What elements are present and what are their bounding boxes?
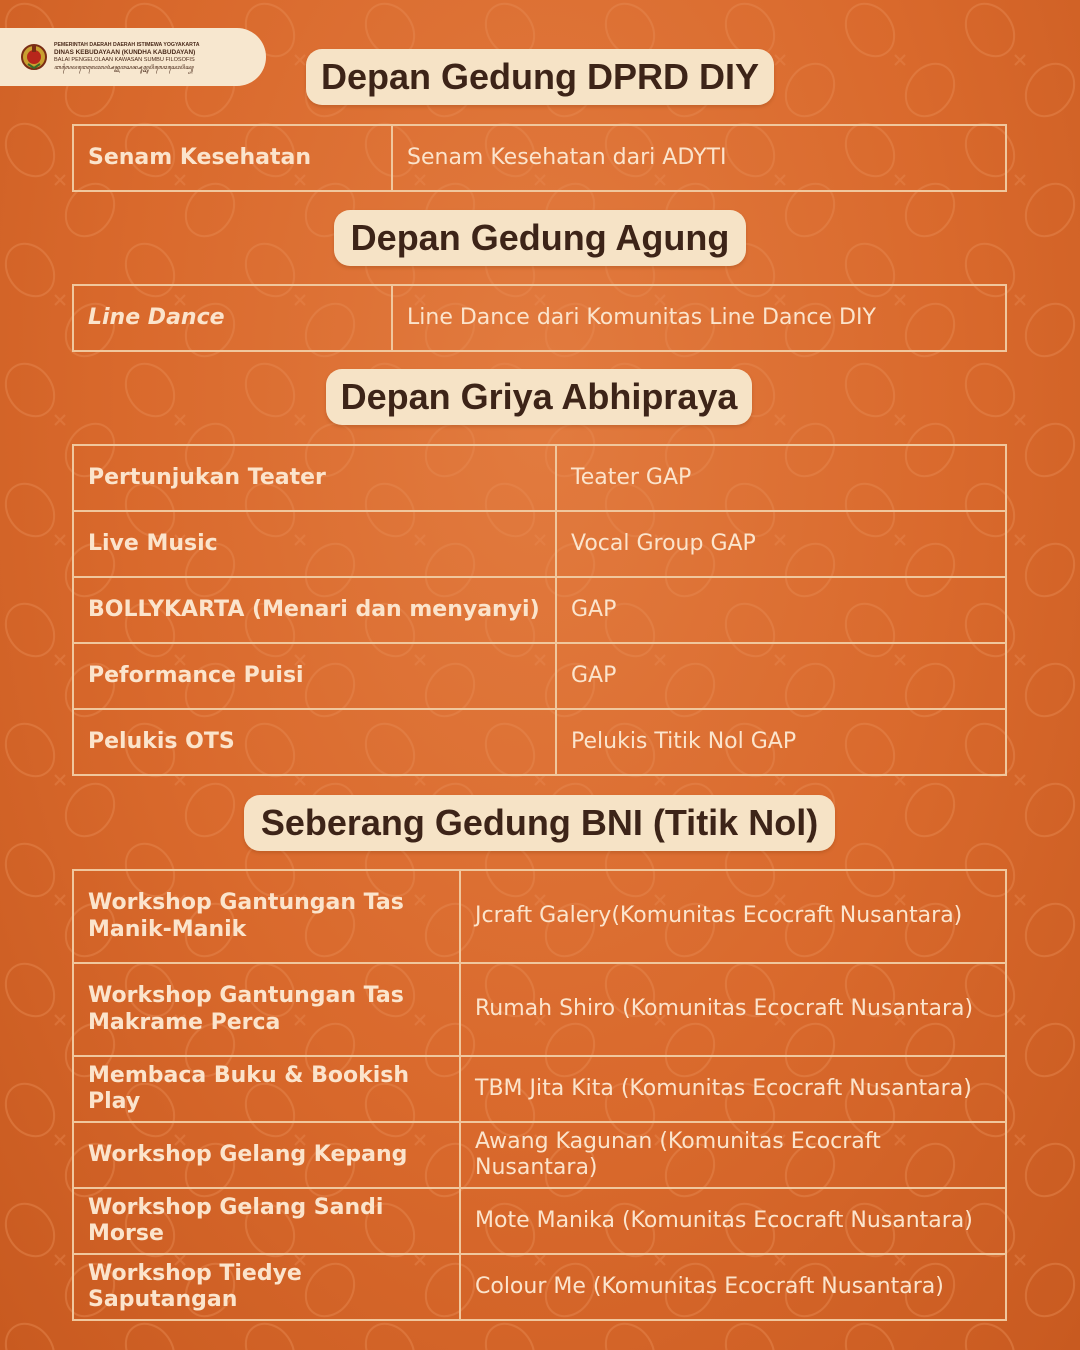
performer-cell: GAP (556, 643, 1006, 709)
performer-cell: Senam Kesehatan dari ADYTI (392, 125, 1006, 191)
section-title-agung: Depan Gedung Agung (334, 210, 746, 266)
activity-cell: Peformance Puisi (73, 643, 556, 709)
performer-cell: Awang Kagunan (Komunitas Ecocraft Nusantara) (460, 1122, 1006, 1188)
performer-cell: TBM Jita Kita (Komunitas Ecocraft Nusantara) (460, 1056, 1006, 1122)
table-row (73, 1254, 1006, 1320)
institution-header (0, 28, 266, 86)
schedule-table-agung (72, 284, 1007, 352)
table-row (73, 511, 1006, 577)
table-row (73, 709, 1006, 775)
schedule-table-dprd (72, 124, 1007, 192)
header-line-3: BALAI PENGELOLAAN KAWASAN SUMBU FILOSOFIS (54, 57, 195, 64)
section-title-dprd: Depan Gedung DPRD DIY (306, 49, 774, 105)
performer-cell: Jcraft Galery(Komunitas Ecocraft Nusantara) (460, 870, 1006, 963)
performer-cell: Colour Me (Komunitas Ecocraft Nusantara) (460, 1254, 1006, 1320)
table-row (73, 1056, 1006, 1122)
activity-cell: Line Dance (73, 285, 392, 351)
activity-cell: BOLLYKARTA (Menari dan menyanyi) (73, 577, 556, 643)
section-title-bni: Seberang Gedung BNI (Titik Nol) (244, 795, 835, 851)
performer-cell: Rumah Shiro (Komunitas Ecocraft Nusantara) (460, 963, 1006, 1056)
activity-cell: Workshop Gantungan Tas Manik-Manik (73, 870, 460, 963)
activity-cell: Pelukis OTS (73, 709, 556, 775)
performer-cell: Line Dance dari Komunitas Line Dance DIY (392, 285, 1006, 351)
activity-cell: Membaca Buku & Bookish Play (73, 1056, 460, 1122)
yogyakarta-emblem-icon (20, 42, 48, 72)
schedule-table-bni (72, 869, 1007, 1321)
activity-cell: Workshop Gantungan Tas Makrame Perca (73, 963, 460, 1056)
table-row (73, 643, 1006, 709)
table-row (73, 870, 1006, 963)
activity-cell: Workshop Tiedye Saputangan (73, 1254, 460, 1320)
performer-cell: Mote Manika (Komunitas Ecocraft Nusantara) (460, 1188, 1006, 1254)
performer-cell: Pelukis Titik Nol GAP (556, 709, 1006, 775)
performer-cell: Teater GAP (556, 445, 1006, 511)
performer-cell: GAP (556, 577, 1006, 643)
activity-cell: Senam Kesehatan (73, 125, 392, 191)
header-line-1: PEMERINTAH DAERAH DAERAH ISTIMEWA YOGYAKARTA (54, 41, 200, 48)
table-row (73, 285, 1006, 351)
table-row (73, 445, 1006, 511)
table-row (73, 577, 1006, 643)
schedule-table-griya (72, 444, 1007, 776)
activity-cell: Live Music (73, 511, 556, 577)
header-line-2: DINAS KEBUDAYAAN (KUNDHA KABUDAYAN) (54, 48, 196, 56)
table-row (73, 1188, 1006, 1254)
header-line-javanese: ꦧꦭꦻꦥꦔꦺꦭꦺꦴꦭꦄꦤ꧀ꦏꦮꦱꦤ꧀ꦱꦸꦩ꧀ꦧꦸꦥ꦳ꦶꦭꦺꦴꦱꦺꦴꦥ꦳ꦶꦱ꧀ (54, 64, 194, 71)
activity-cell: Pertunjukan Teater (73, 445, 556, 511)
table-row (73, 125, 1006, 191)
table-row (73, 963, 1006, 1056)
section-title-griya: Depan Griya Abhipraya (326, 369, 752, 425)
table-row (73, 1122, 1006, 1188)
performer-cell: Vocal Group GAP (556, 511, 1006, 577)
activity-cell: Workshop Gelang Sandi Morse (73, 1188, 460, 1254)
activity-cell: Workshop Gelang Kepang (73, 1122, 460, 1188)
